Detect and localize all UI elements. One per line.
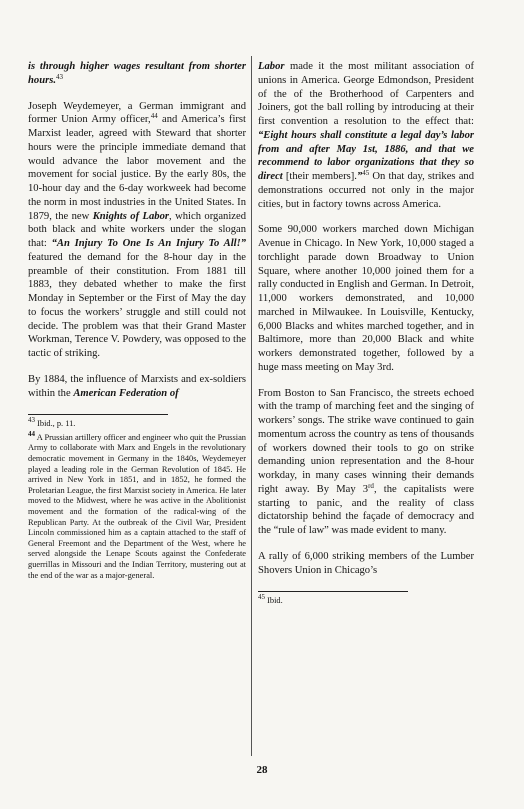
footnote-rule-left bbox=[28, 414, 168, 415]
bracket-text: [their members]. bbox=[282, 171, 357, 182]
afl-text: By 1884, the influence of Marxists and ex-soldiers within the bbox=[28, 373, 246, 399]
column-divider bbox=[251, 56, 252, 756]
paragraph-boston bbox=[258, 387, 474, 538]
weydemeyer-text-b: and America’s first Marxist leader, agreed with Steward that shorter hours were the principle immediate demand that would advance the labor movement and the movement for social justice. By the early 80s, the 10-hour day and the 6-day workweek had become the norm in most industries in the United States. In 1879, the new bbox=[28, 114, 246, 222]
weydemeyer-text-c: , which organized both black and white workers under the slogan that: bbox=[28, 210, 246, 249]
resolution-quote: “Eight hours shall constitute a legal day’s labor from and after May 1st, 1886, and that we recommend to labor organizations that they so direct bbox=[258, 129, 474, 182]
paragraph-marches: Some 90,000 workers marched down Michigan Avenue in Chicago. In New York, 10,000 staged a torchlight parade down Broadway to Union Square, where another 10,000 joined them for a rally conducted in English and German. In Detroit, 11,000 workers demonstrated, and 10,000 marched in Milwaukee. In Louisville, Kentucky, 6,000 Blacks and whites marched together, and in Baltimore, more than 20,000 Black and white workers demonstrated together, followed by a huge mass meeting on May 3rd. bbox=[258, 224, 474, 373]
footnote-45-text: Ibid. bbox=[265, 596, 283, 606]
footnote-45 bbox=[258, 593, 474, 607]
footnote-43-number: 43 bbox=[28, 416, 35, 425]
labor-word: Labor bbox=[258, 61, 285, 72]
footnote-44-text: A Prussian artillery officer and engineer who quit the Prussian Army to collaborate with Marx and Engels in the revolutionary democratic movement in Germany in the 1840s, Weydemeyer played a leading role in the German Revolution of 1845. He arrived in New York in 1851, and in 1852, he formed the Proletarian League, the first Marxist society in America. He later moved to the Midwest, where he was active in the Abolitionist movement and the formation of the radical-wing of the Republican Party. At the outbreak of the Civil War, President Lincoln commissioned him as a captain attached to the staff of General Freemont and the Department of the West, where he served alongside the Lenape Scouts against the Confederate guerrillas in Missouri and the Indian Territory, mustering out at the end of the war as a major-general. bbox=[28, 432, 246, 580]
edmondson-text-a: made it the most militant association of unions in America. George Edmondson, President of the of the Brotherhood of Carpenters and Joiners, got the ball rolling by introducing at their first convention a resolution to the effect that: bbox=[258, 61, 474, 127]
footnote-ref-43: 43 bbox=[55, 72, 63, 81]
weydemeyer-text-a: Joseph Weydemeyer, a German immigrant and former Union Army officer, bbox=[28, 100, 246, 126]
ordinal-rd: rd bbox=[368, 481, 374, 490]
quote-close: ” bbox=[356, 171, 363, 182]
american-federation: American Federation of bbox=[73, 387, 179, 399]
edmondson-text-b: On that day, strikes and demonstrations occurred not only in the major cities, but in factory towns across America. bbox=[258, 171, 474, 210]
paragraph-1884 bbox=[28, 373, 246, 401]
footnote-43 bbox=[28, 416, 246, 430]
left-column bbox=[28, 60, 246, 583]
footnote-44 bbox=[28, 429, 246, 581]
footnote-44-number: 44 bbox=[28, 429, 35, 438]
footnote-43-text: Ibid., p. 11. bbox=[35, 419, 76, 429]
footnote-rule-right bbox=[258, 591, 408, 592]
boston-text-b: , the capitalists were starting to panic, and the reality of class dictatorship behind the façade of democracy and the “rule of law” was made evident to many. bbox=[258, 483, 474, 536]
slogan: “An Injury To One Is An Injury To All!” bbox=[51, 238, 246, 249]
weydemeyer-text-d: featured the demand for the 8-hour day in the preamble of their constitution. From 1881 till 1883, they debated whether to make the first Monday in September or the First of May the day to focus the workers’ struggle and still could not decide. The problem was that their Grand Master Workman, Terence V. Powdery, was opposed to the tactic of striking. bbox=[28, 251, 246, 359]
knights-of-labor: Knights of Labor bbox=[92, 210, 170, 222]
paragraph-weydemeyer bbox=[28, 100, 246, 361]
paragraph-lumber: A rally of 6,000 striking members of the Lumber Shovers Union in Chicago’s bbox=[258, 550, 474, 576]
footnote-45-number: 45 bbox=[258, 593, 265, 602]
page-number: 28 bbox=[256, 764, 268, 776]
intro-text: is through higher wages resultant from shorter hours. bbox=[28, 61, 246, 86]
paragraph-intro bbox=[28, 60, 246, 88]
boston-text-a: From Boston to San Francisco, the streets echoed with the tramp of marching feet and the singing of workers’ songs. The strike wave continued to gain momentum across the country as tens of thousands of workers downed their tools to go on strike demanding union representation and the 8-hour workday, in many cases winning their demands right away. By May 3 bbox=[258, 387, 474, 495]
paragraph-edmondson bbox=[258, 60, 474, 211]
footnote-ref-45: 45 bbox=[362, 169, 370, 177]
right-column bbox=[258, 60, 474, 609]
footnote-ref-44: 44 bbox=[150, 112, 158, 121]
